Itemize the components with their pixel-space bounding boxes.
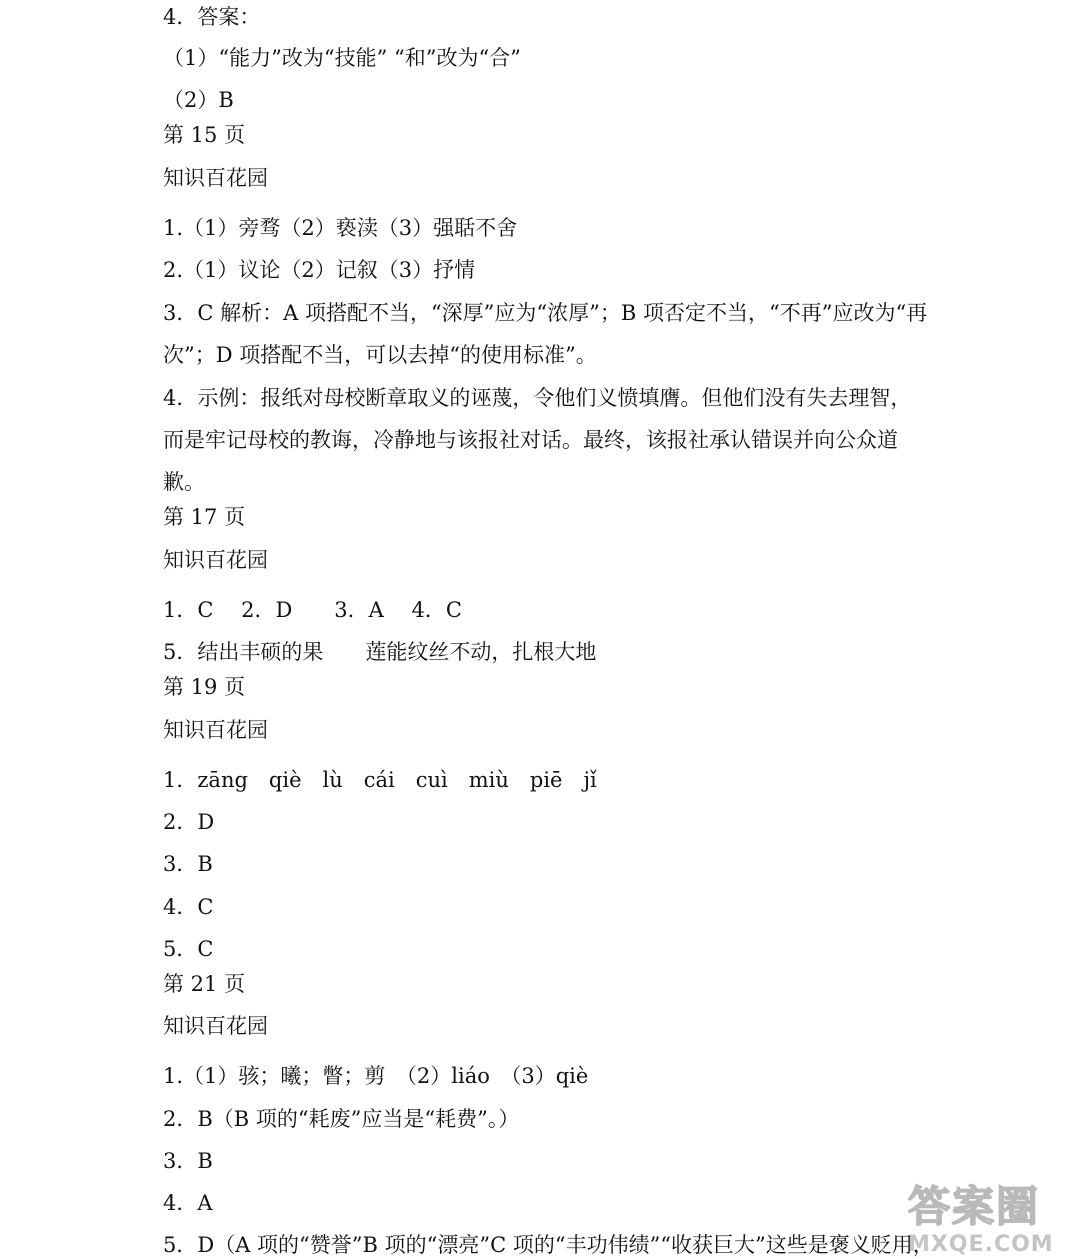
text-line: 4．C [163,895,214,919]
text-line: 4．A [163,1191,213,1215]
text-line: 2．D [163,810,215,834]
text-line: 4．答案： [163,5,261,29]
section-heading: 第 15 页 [163,123,246,147]
section-subheading: 知识百花园 [163,718,268,742]
section-subheading: 知识百花园 [163,166,268,190]
text-line: 2.（1）议论（2）记叙（3）抒情 [163,258,476,282]
text-line: 3．B [163,852,213,876]
text-line: 而是牢记母校的教诲，冷静地与该报社对话。最终，该报社承认错误并向公众道 [163,428,898,452]
text-line: （1）“能力”改为“技能” “和”改为“合” [163,46,521,70]
section-heading: 第 21 页 [163,972,246,996]
watermark-title: 答案圈 [908,1182,1041,1231]
text-line: 1.（1）骇；曦；瞥；剪 （2）liáo （3）qiè [163,1064,589,1088]
text-line: 1.（1）旁骛（2）亵渎（3）强聒不舍 [163,216,518,240]
text-line: （2）B [163,88,234,112]
text-line: 次”；D 项搭配不当，可以去掉“的使用标准”。 [163,343,597,367]
text-line: 歉。 [163,470,205,494]
text-line: 4．示例：报纸对母校断章取义的诬蔑，令他们义愤填膺。但他们没有失去理智， [163,386,912,410]
text-line: 5．结出丰硕的果 莲能纹丝不动，扎根大地 [163,640,597,664]
text-line: 3．B [163,1149,213,1173]
text-line: 5．D（A 项的“赞誉”B 项的“漂亮”C 项的“丰功伟绩”“收获巨大”这些是褒义贬用， [163,1233,934,1257]
text-line: 1．C 2．D 3．A 4．C [163,598,462,622]
watermark-url: MXQE.COM [908,1232,1054,1257]
text-line: 1．zāng qiè lù cái cuì miù piē jǐ [163,768,597,792]
section-subheading: 知识百花园 [163,548,268,572]
section-subheading: 知识百花园 [163,1014,268,1038]
text-line: 2．B（B 项的“耗废”应当是“耗费”。） [163,1107,520,1131]
section-heading: 第 19 页 [163,675,246,699]
section-heading: 第 17 页 [163,505,246,529]
text-line: 5．C [163,937,214,961]
text-line: 3．C 解析：A 项搭配不当，“深厚”应为“浓厚”；B 项否定不当，“不再”应改为“再 [163,301,928,325]
watermark-logo [890,1174,1080,1259]
